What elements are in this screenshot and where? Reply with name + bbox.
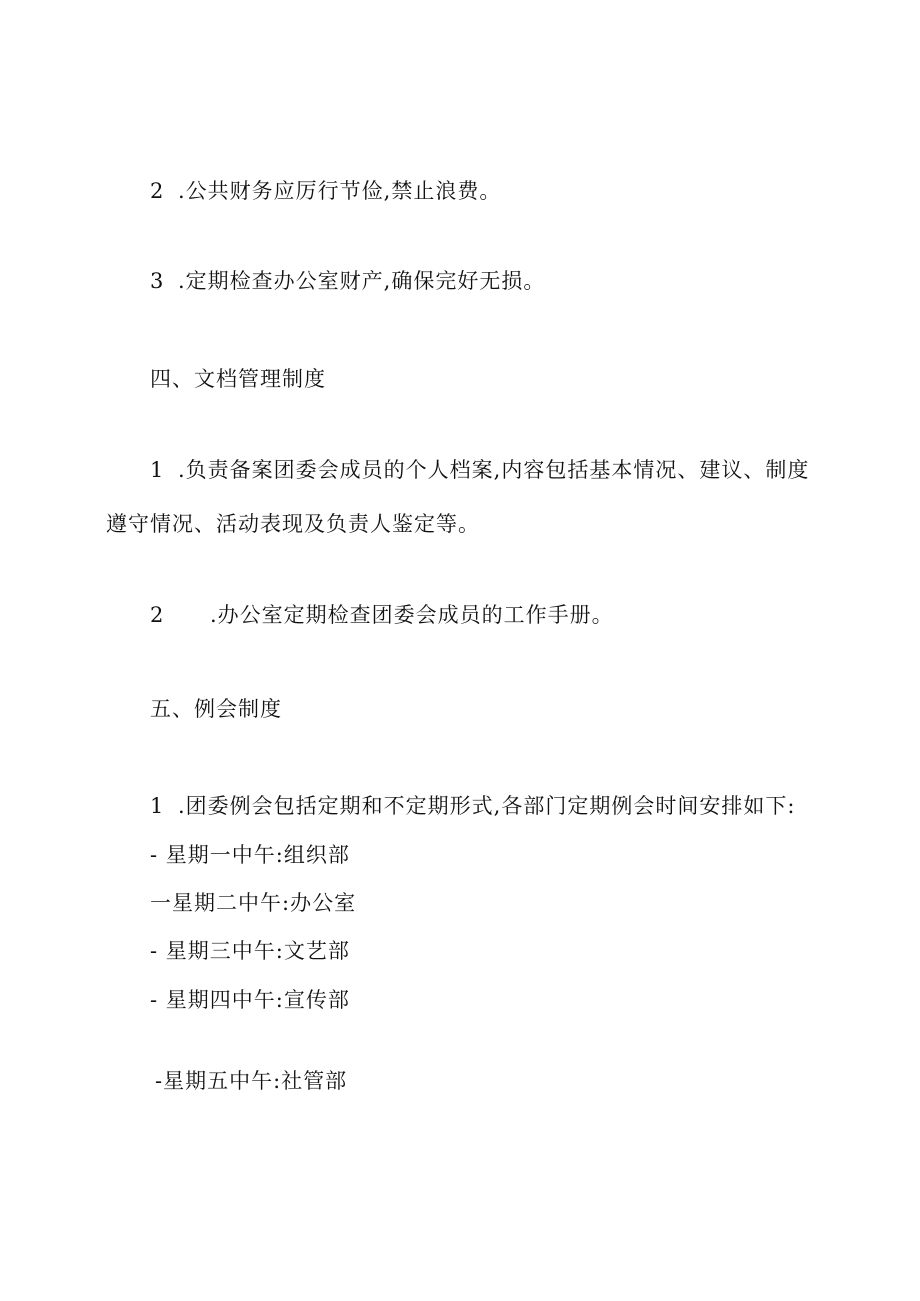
- item-text: .定期检查办公室财产,确保完好无损。: [178, 269, 546, 293]
- item-text: .负责备案团委会成员的个人档案,内容包括基本情况、建议、制度: [178, 458, 810, 482]
- item-number: 2: [150, 179, 165, 203]
- documents-item-2: [150, 600, 614, 630]
- schedule-item-wednesday: - 星期三中午:文艺部: [150, 939, 350, 963]
- item-number: 2: [150, 603, 165, 627]
- item-text: .办公室定期检查团委会成员的工作手册。: [210, 603, 614, 627]
- section-heading-documents: 四、文档管理制度: [150, 367, 326, 391]
- item-number: 1: [150, 794, 165, 818]
- schedule-item-monday: - 星期一中午:组织部: [150, 843, 350, 867]
- documents-item-1-line-1: [150, 455, 809, 485]
- meetings-item-1: [150, 791, 795, 821]
- item-text: .团委例会包括定期和不定期形式,各部门定期例会时间安排如下:: [178, 794, 796, 818]
- item-number: 1: [150, 458, 165, 482]
- office-item-2: [150, 176, 501, 206]
- item-text: .公共财务应厉行节俭,禁止浪费。: [178, 179, 502, 203]
- item-number: 3: [150, 269, 165, 293]
- section-heading-meetings: 五、例会制度: [150, 697, 282, 721]
- schedule-item-tuesday: 一星期二中午:办公室: [150, 891, 357, 915]
- schedule-item-friday: -星期五中午:社管部: [155, 1069, 348, 1093]
- schedule-item-thursday: - 星期四中午:宣传部: [150, 988, 350, 1012]
- documents-item-1-line-2: 遵守情况、活动表现及负责人鉴定等。: [106, 512, 480, 536]
- office-item-3: [150, 266, 545, 296]
